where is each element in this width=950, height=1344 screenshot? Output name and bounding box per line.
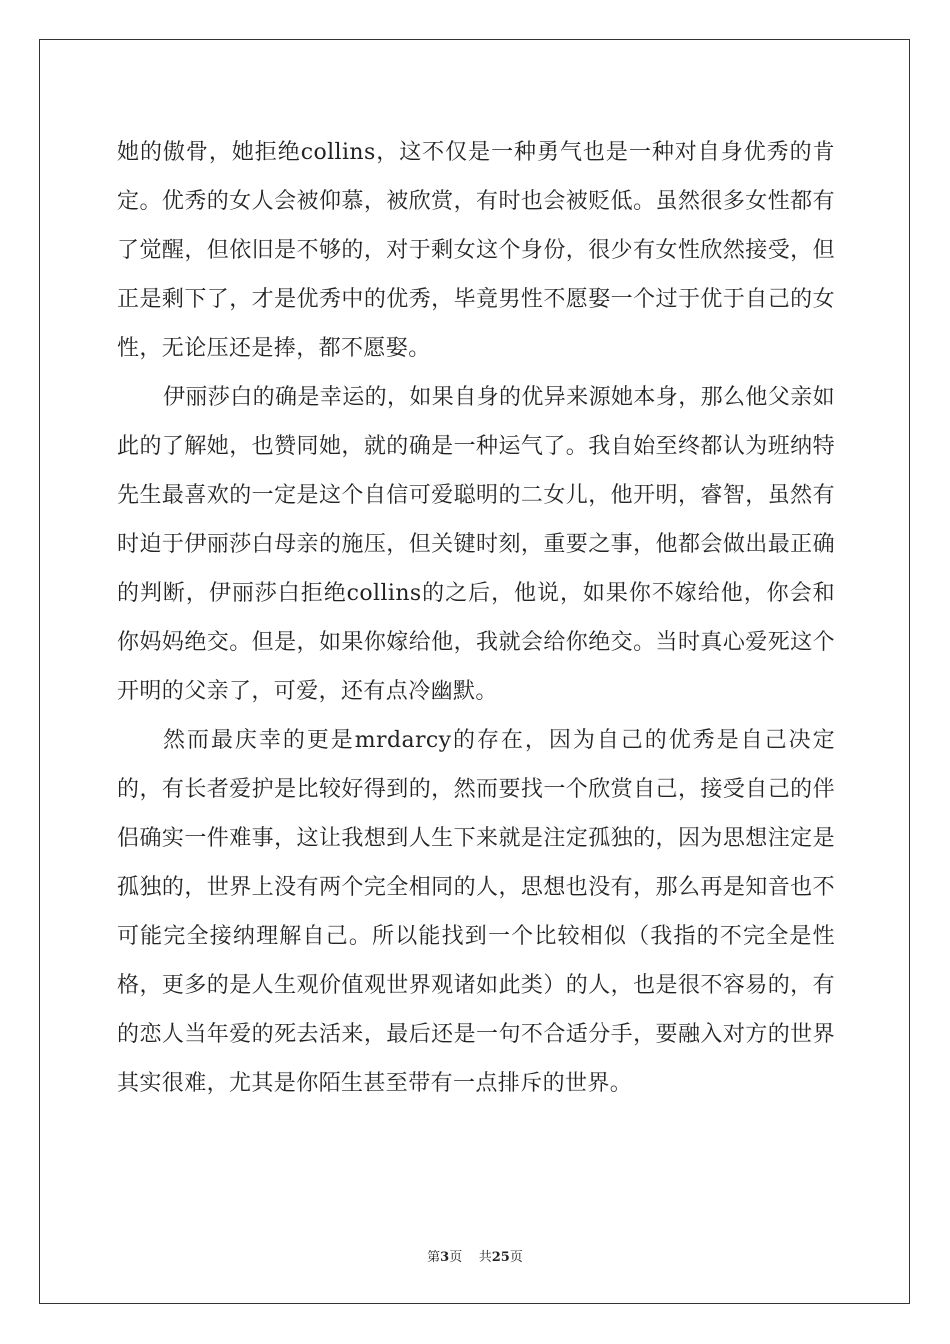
paragraph-3: 然而最庆幸的更是mrdarcy的存在，因为自己的优秀是自己决定的，有长者爱护是比较好得到的，然而要找一个欣赏自己，接受自己的伴侣确实一件难事，这让我想到人生下来就是注定孤独的，因为思想注定是孤独的，世界上没有两个完全相同的人，思想也没有，那么再是知音也不可能完全接纳理解自己。所以能找到一个比较相似（我指的不完全是性格，更多的是人生观价值观世界观诸如此类）的人，也是很不容易的，有的恋人当年爱的死去活来，最后还是一句不合适分手，要融入对方的世界其实很难，尤其是你陌生甚至带有一点排斥的世界。	[117, 728, 835, 1096]
page-prefix: 第	[427, 1250, 441, 1265]
total-suffix: 页	[509, 1250, 523, 1265]
page-number: 3	[440, 1250, 450, 1265]
document-body	[117, 128, 835, 1108]
page-suffix: 页	[449, 1250, 463, 1265]
page-footer	[0, 1246, 950, 1265]
paragraph-2: 伊丽莎白的确是幸运的，如果自身的优异来源她本身，那么他父亲如此的了解她，也赞同她，就的确是一种运气了。我自始至终都认为班纳特先生最喜欢的一定是这个自信可爱聪明的二女儿，他开明，睿智，虽然有时迫于伊丽莎白母亲的施压，但关键时刻，重要之事，他都会做出最正确的判断，伊丽莎白拒绝collins的之后，他说，如果你不嫁给他，你会和你妈妈绝交。但是，如果你嫁给他，我就会给你绝交。当时真心爱死这个开明的父亲了，可爱，还有点冷幽默。	[117, 385, 836, 704]
total-pages: 25	[491, 1250, 510, 1265]
paragraph-1: 她的傲骨，她拒绝collins，这不仅是一种勇气也是一种对自身优秀的肯定。优秀的女人会被仰慕，被欣赏，有时也会被贬低。虽然很多女性都有了觉醒，但依旧是不够的，对于剩女这个身份，很少有女性欣然接受，但正是剩下了，才是优秀中的优秀，毕竟男性不愿娶一个过于优于自己的女性，无论压还是捧，都不愿娶。	[117, 140, 835, 361]
total-prefix: 共	[478, 1250, 492, 1265]
